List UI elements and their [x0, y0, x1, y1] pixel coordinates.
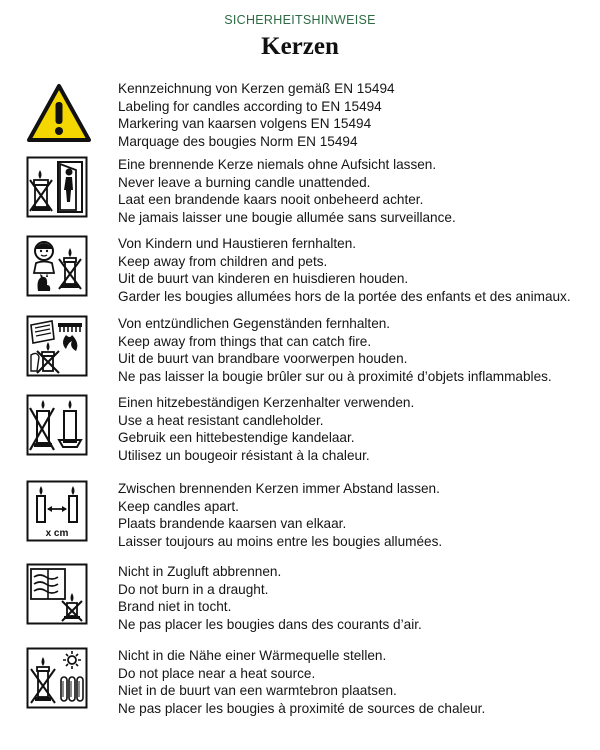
- header-kicker: SICHERHEITSHINWEISE: [224, 13, 376, 27]
- draught-icon: [26, 563, 88, 625]
- item-line: Use a heat resistant candleholder.: [118, 412, 324, 428]
- item-line: Von Kindern und Haustieren fernhalten.: [118, 236, 357, 251]
- item-line: Ne pas placer les bougies à proximité de sources de chaleur.: [118, 700, 486, 716]
- item-line: Never leave a burning candle unattended.: [118, 174, 371, 190]
- item-line: Do not place near a heat source.: [118, 665, 316, 681]
- flammable-objects-icon: [26, 315, 88, 377]
- warning-triangle-icon: [26, 82, 88, 144]
- item-line: Uit de buurt van kinderen en huisdieren houden.: [118, 271, 409, 286]
- item-line: Niet in de buurt van een warmtebron plaatsen.: [118, 683, 397, 698]
- item-line: Marquage des bougies Norm EN 15494: [118, 133, 358, 149]
- item-line: Laisser toujours au moins entre les bougies allumées.: [118, 533, 443, 549]
- item-line: Kennzeichnung von Kerzen gemäß EN 15494: [118, 81, 395, 96]
- item-line: Nicht in Zugluft abbrennen.: [118, 564, 282, 579]
- item-line: Zwischen brennenden Kerzen immer Abstand lassen.: [118, 481, 440, 496]
- item-line: Markering van kaarsen volgens EN 15494: [118, 116, 372, 131]
- candle-distance-icon: [26, 480, 88, 542]
- item-line: Von entzündlichen Gegenständen fernhalten.: [118, 316, 391, 331]
- item-line: Ne pas laisser la bougie brûler sur ou à proximité d’objets inflammables.: [118, 368, 552, 384]
- item-line: Keep away from children and pets.: [118, 253, 328, 269]
- heat-source-icon: [26, 647, 88, 709]
- item-line: Brand niet in tocht.: [118, 599, 232, 614]
- item-line: Labeling for candles according to EN 15494: [118, 98, 382, 114]
- item-line: Do not burn in a draught.: [118, 581, 269, 597]
- item-line: Nicht in die Nähe einer Wärmequelle stellen.: [118, 648, 387, 663]
- item-line: Einen hitzebeständigen Kerzenhalter verwenden.: [118, 395, 415, 410]
- item-line: Gebruik een hittebestendige kandelaar.: [118, 430, 355, 445]
- item-line: Ne pas placer les bougies dans des courants d’air.: [118, 616, 422, 632]
- item-line: Eine brennende Kerze niemals ohne Aufsicht lassen.: [118, 157, 437, 172]
- distance-label: x cm: [45, 528, 69, 539]
- page-title: Kerzen: [261, 33, 339, 60]
- item-line: Utilisez un bougeoir résistant à la chaleur.: [118, 447, 370, 463]
- item-line: Uit de buurt van brandbare voorwerpen houden.: [118, 351, 408, 366]
- item-line: Keep away from things that can catch fire.: [118, 333, 372, 349]
- item-line: Garder les bougies allumées hors de la portée des enfants et des animaux.: [118, 288, 571, 304]
- children-pets-icon: [26, 235, 88, 297]
- candleholder-icon: [26, 394, 88, 456]
- item-line: Keep candles apart.: [118, 498, 239, 514]
- item-line: Laat een brandende kaars nooit onbeheerd achter.: [118, 192, 424, 207]
- item-line: Ne jamais laisser une bougie allumée sans surveillance.: [118, 209, 456, 225]
- unattended-candle-icon: [26, 156, 88, 218]
- item-line: Plaats brandende kaarsen van elkaar.: [118, 516, 347, 531]
